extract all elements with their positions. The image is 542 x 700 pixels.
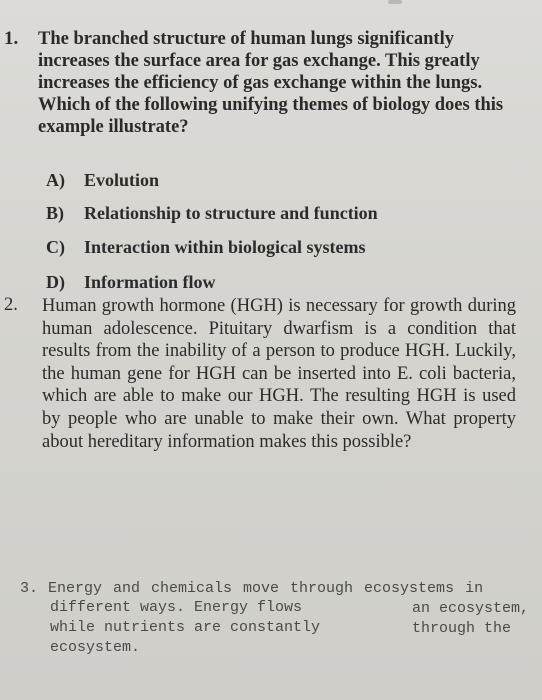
option-b-label: Relationship to structure and function — [84, 203, 378, 223]
question-3-line-2b: an ecosystem, — [412, 600, 530, 617]
page-mark — [388, 0, 402, 4]
question-3-line-2a: different ways. Energy flows — [50, 599, 303, 616]
option-c-letter: C) — [46, 237, 65, 257]
option-b[interactable] — [46, 203, 378, 224]
question-2-text: Human growth hormone (HGH) is necessary for growth during human adolescence. Pituitary dwarfism is a condition that results from the inability of a person to produce HGH. Luckily, the human gene for HGH can be inserted into E. coli bacteria, which are able to make our HGH. The resulting HGH is used by people who are unable to make their own. What property about hereditary information makes this possible? — [42, 296, 516, 452]
option-a[interactable] — [46, 170, 159, 191]
question-3-number: 3. — [20, 580, 39, 597]
option-a-letter: A) — [46, 170, 65, 190]
question-2-number: 2. — [4, 295, 18, 315]
option-d-label: Information flow — [84, 272, 216, 292]
question-3-line-4: ecosystem. — [50, 639, 141, 656]
question-1-text: The branched structure of human lungs significantly increases the surface area for gas exchange. This greatly increases the efficiency of gas exchange within the lungs. Which of the following unifying themes of biology does this example illustrate? — [38, 29, 504, 137]
question-3-line-3b: through the — [412, 620, 512, 637]
option-c-label: Interaction within biological systems — [84, 237, 366, 257]
option-d[interactable] — [46, 272, 216, 293]
option-c[interactable] — [46, 237, 366, 258]
option-a-label: Evolution — [84, 170, 160, 190]
question-3-line-3a: while nutrients are constantly — [50, 619, 321, 636]
question-1-number: 1. — [4, 28, 19, 49]
option-d-letter: D) — [46, 272, 65, 292]
option-b-letter: B) — [46, 203, 64, 223]
question-3-line-1: Energy and chemicals move through ecosystems in — [48, 580, 484, 597]
